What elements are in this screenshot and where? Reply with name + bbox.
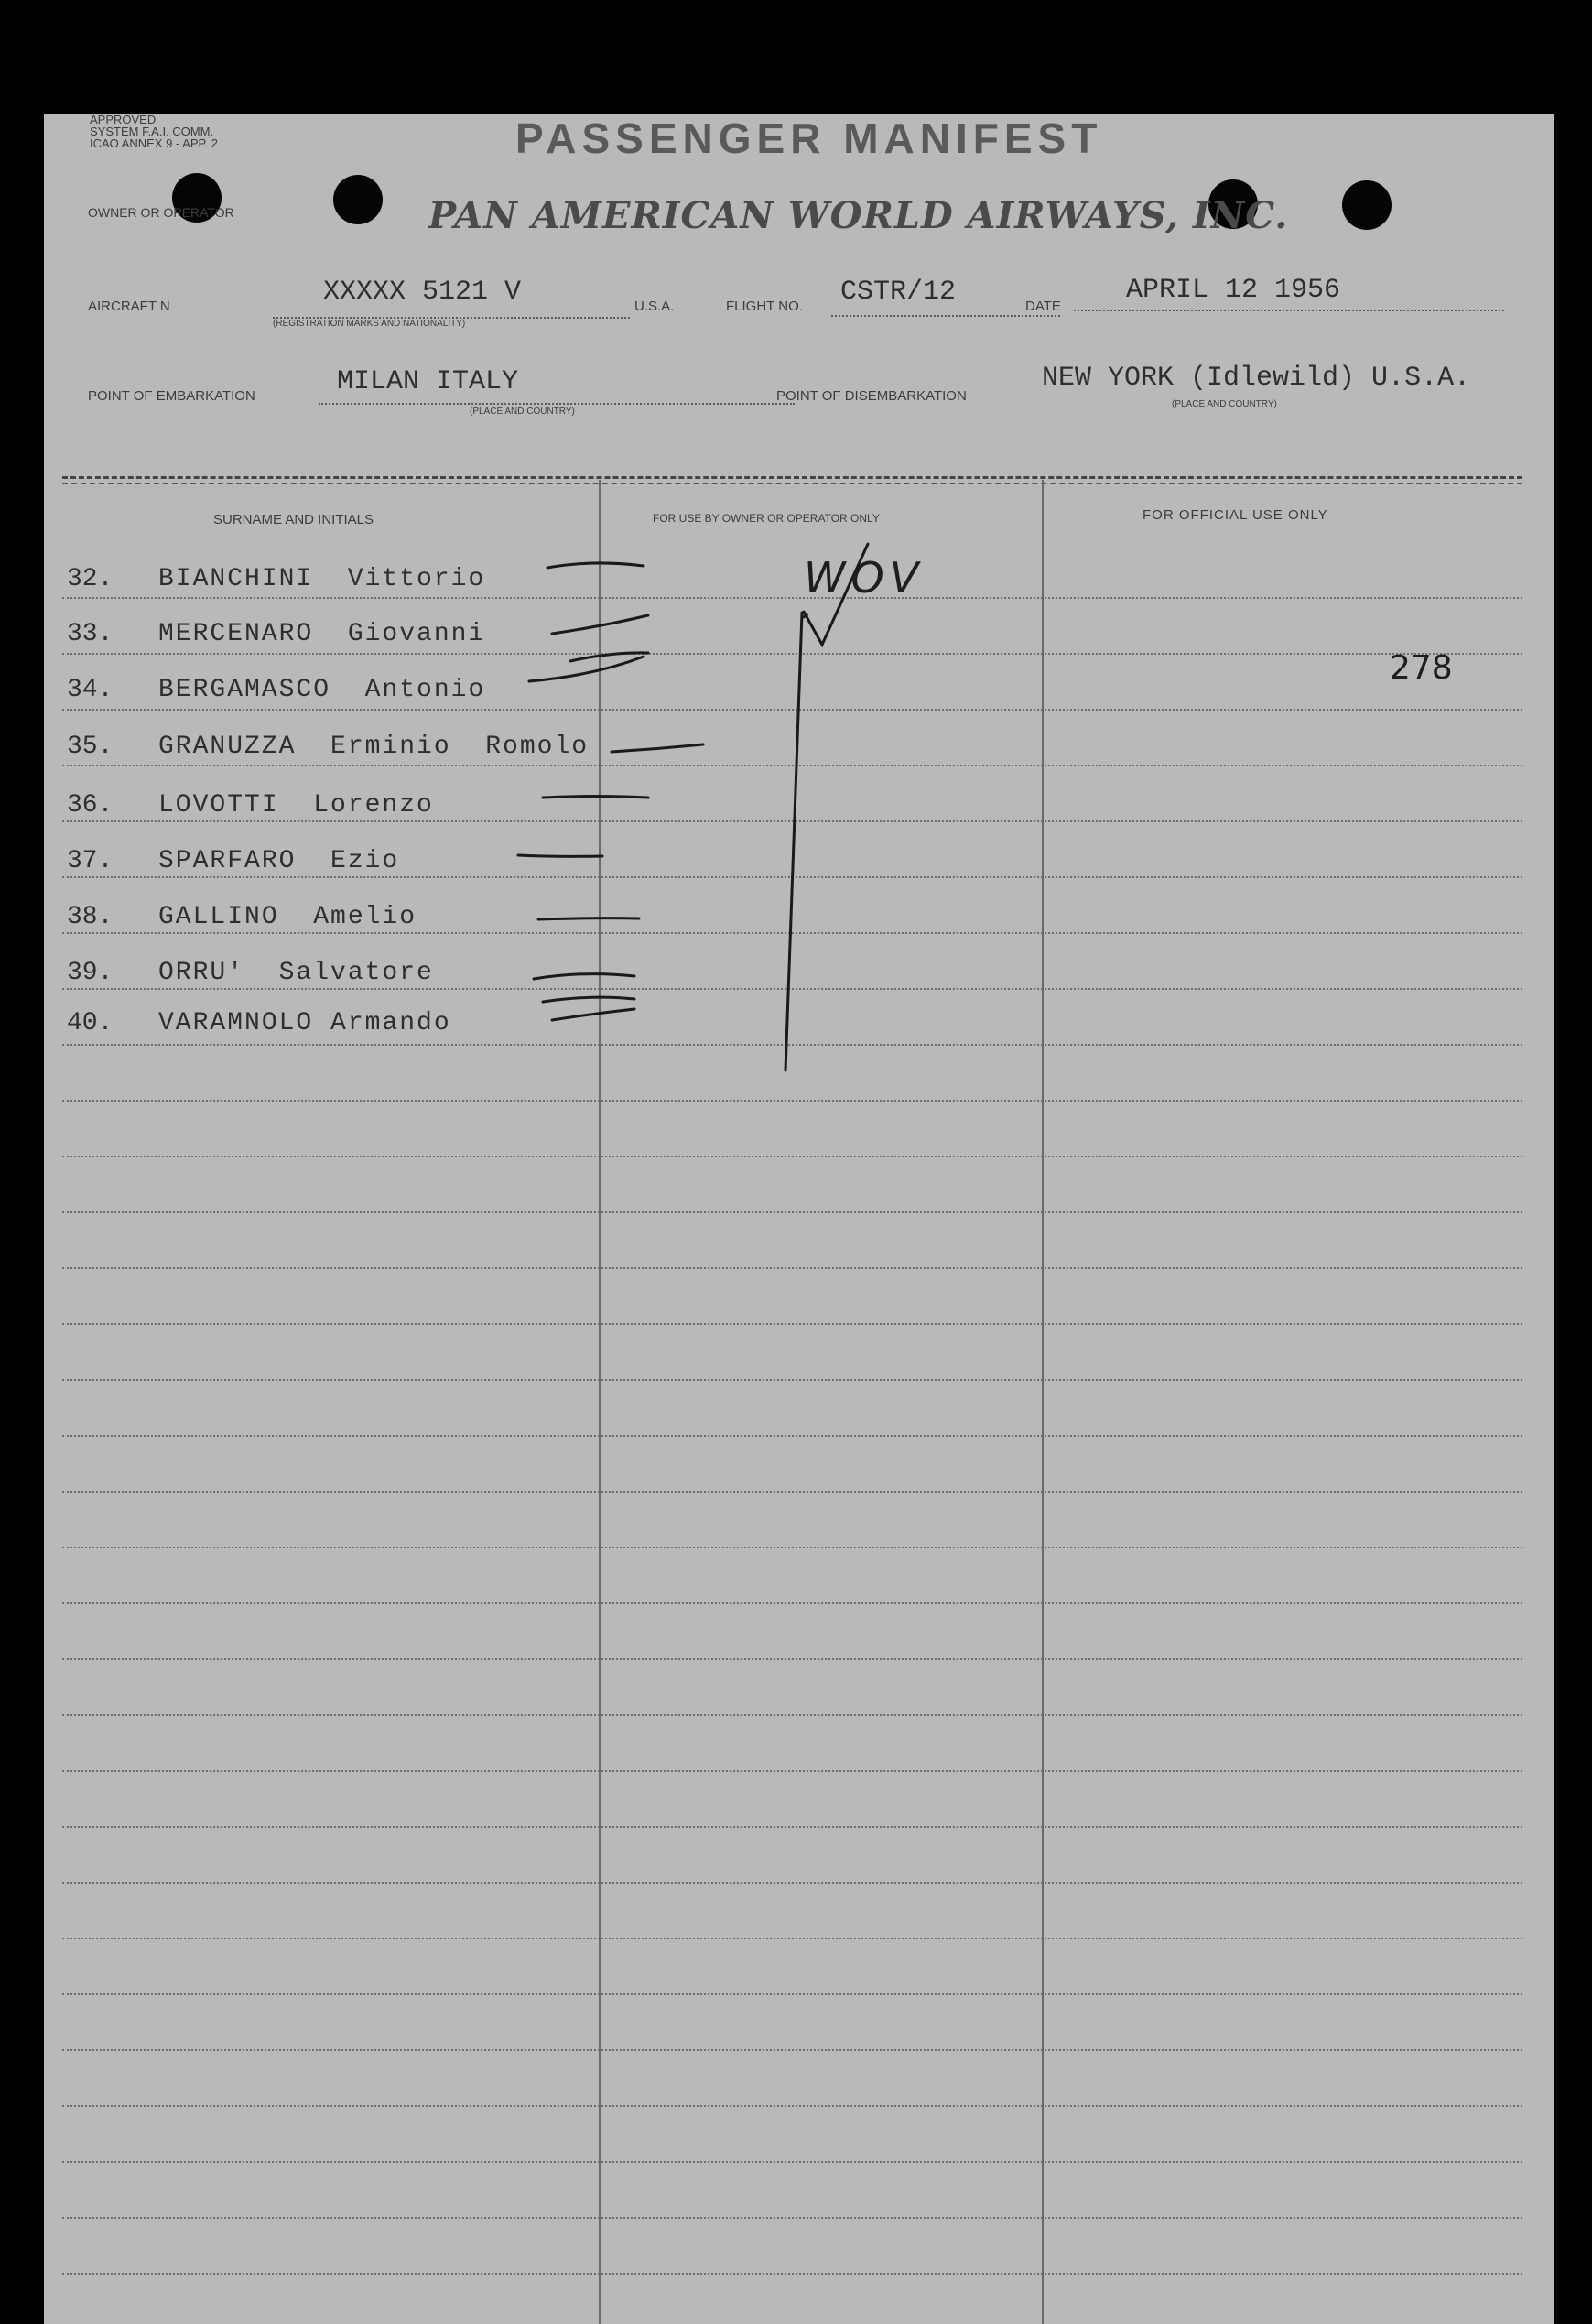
- passenger-name: GRANUZZA Erminio Romolo: [158, 733, 590, 761]
- passenger-number: 35.: [67, 733, 114, 761]
- passenger-number: 38.: [67, 903, 114, 931]
- approval-line-3: ICAO ANNEX 9 - APP. 2: [90, 136, 218, 150]
- aircraft-value: XXXXX 5121 V: [323, 277, 522, 308]
- approval-line-1: APPROVED: [90, 114, 157, 126]
- passenger-name: ORRU' Salvatore: [158, 959, 434, 987]
- owner-value: PAN AMERICAN WORLD AIRWAYS, INC.: [428, 194, 1289, 237]
- column-header-surname: SURNAME AND INITIALS: [213, 512, 374, 527]
- passenger-number: 32.: [67, 565, 114, 593]
- passenger-number: 40.: [67, 1009, 114, 1037]
- passenger-name: BIANCHINI Vittorio: [158, 565, 486, 593]
- passenger-name: VARAMNOLO Armando: [158, 1009, 451, 1037]
- tick-stroke: [552, 1009, 634, 1020]
- passenger-number: 33.: [67, 620, 114, 648]
- nationality-label: U.S.A.: [634, 299, 675, 314]
- handwritten-strokes: [44, 114, 1554, 2324]
- column-header-owner-use: FOR USE BY OWNER OR OPERATOR ONLY: [653, 512, 880, 525]
- passenger-number: 37.: [67, 847, 114, 875]
- embarkation-caption: (PLACE AND COUNTRY): [470, 407, 575, 417]
- flight-label: FLIGHT NO.: [726, 299, 803, 314]
- embarkation-value: MILAN ITALY: [337, 366, 519, 397]
- passenger-name: GALLINO Amelio: [158, 903, 417, 931]
- disembarkation-label: POINT OF DISEMBARKATION: [776, 388, 967, 404]
- approval-line-2: SYSTEM F.A.I. COMM.: [90, 125, 214, 138]
- tick-stroke: [543, 997, 634, 1002]
- passenger-name: BERGAMASCO Antonio: [158, 676, 486, 704]
- passenger-number: 34.: [67, 676, 114, 704]
- passenger-name: SPARFARO Ezio: [158, 847, 400, 875]
- passenger-name: MERCENARO Giovanni: [158, 620, 486, 648]
- page-title: PASSENGER MANIFEST: [515, 114, 1103, 162]
- owner-handwritten-mark: WOV: [804, 553, 925, 603]
- tick-stroke: [543, 797, 648, 798]
- tick-stroke: [534, 974, 634, 979]
- date-value: APRIL 12 1956: [1126, 275, 1341, 306]
- tick-stroke: [529, 657, 644, 681]
- registration-caption: (REGISTRATION MARKS AND NATIONALITY): [273, 319, 466, 329]
- aircraft-label: AIRCRAFT N: [88, 299, 170, 314]
- flight-value: CSTR/12: [840, 277, 957, 308]
- disembarkation-caption: (PLACE AND COUNTRY): [1172, 399, 1277, 409]
- passenger-number: 39.: [67, 959, 114, 987]
- tick-stroke: [518, 855, 602, 856]
- tick-stroke: [552, 615, 648, 634]
- owner-label: OWNER OR OPERATOR: [88, 205, 234, 220]
- tick-stroke: [547, 563, 644, 568]
- check-stroke: [804, 544, 868, 645]
- disembarkation-value: NEW YORK (Idlewild) U.S.A.: [1042, 363, 1471, 394]
- vertical-stroke: [785, 613, 802, 1070]
- column-header-official-use: FOR OFFICIAL USE ONLY: [1143, 507, 1328, 523]
- tick-stroke: [612, 744, 703, 752]
- embarkation-label: POINT OF EMBARKATION: [88, 388, 255, 404]
- date-label: DATE: [1025, 299, 1061, 314]
- manifest-sheet: [44, 114, 1554, 2324]
- tick-stroke: [538, 918, 639, 919]
- official-number: 278: [1390, 649, 1453, 687]
- passenger-number: 36.: [67, 791, 114, 820]
- passenger-name: LOVOTTI Lorenzo: [158, 791, 434, 820]
